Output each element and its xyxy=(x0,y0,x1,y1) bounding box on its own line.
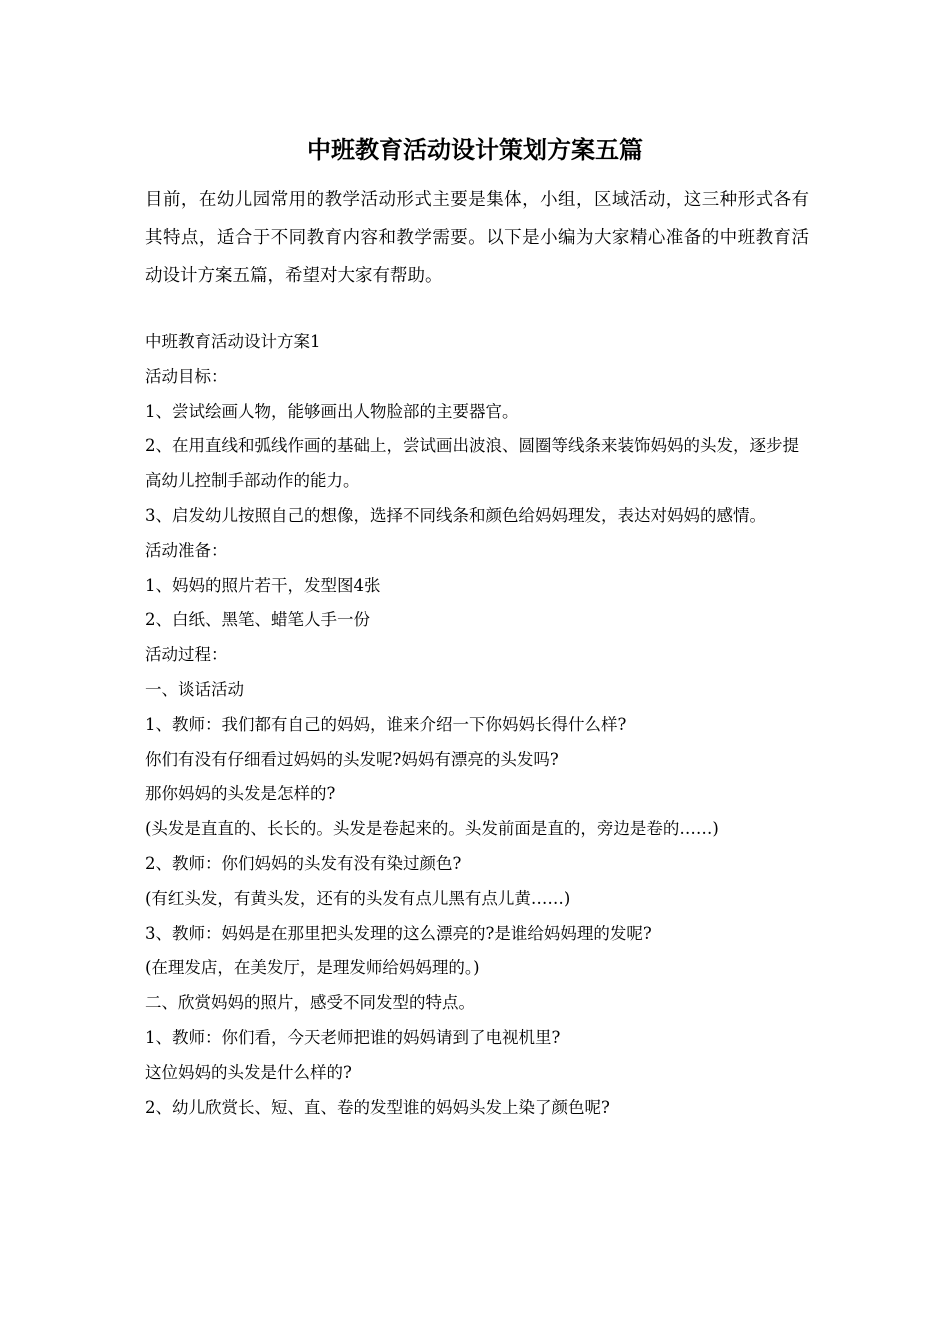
document-body xyxy=(145,325,809,1125)
body-line: 1、教师：我们都有自己的妈妈，谁来介绍一下你妈妈长得什么样? xyxy=(145,714,627,734)
body-line: 那你妈妈的头发是怎样的? xyxy=(145,784,336,804)
body-line: 你们有没有仔细看过妈妈的头发呢?妈妈有漂亮的头发吗? xyxy=(145,749,559,769)
body-line: (头发是直直的、长长的。头发是卷起来的。头发前面是直的，旁边是卷的……) xyxy=(145,819,719,839)
document-title: 中班教育活动设计策划方案五篇 xyxy=(307,135,643,164)
subheading-preparation: 活动准备： xyxy=(145,540,228,560)
body-line: 3、启发幼儿按照自己的想像，选择不同线条和颜色给妈妈理发，表达对妈妈的感情。 xyxy=(145,505,766,525)
body-line: 2、在用直线和弧线作画的基础上，尝试画出波浪、圆圈等线条来装饰妈妈的头发，逐步提高幼儿控制手部动作的能力。 xyxy=(145,436,799,491)
body-line: 2、教师：你们妈妈的头发有没有染过颜色? xyxy=(145,853,462,873)
subheading-process: 活动过程： xyxy=(145,645,228,665)
body-line: 1、教师：你们看，今天老师把谁的妈妈请到了电视机里? xyxy=(145,1027,561,1047)
body-line: 一、谈话活动 xyxy=(145,679,244,699)
body-line: 3、教师：妈妈是在那里把头发理的这么漂亮的?是谁给妈妈理的发呢? xyxy=(145,923,652,943)
body-line: 这位妈妈的头发是什么样的? xyxy=(145,1062,352,1082)
body-line: 2、白纸、黑笔、蜡笔人手一份 xyxy=(145,610,370,630)
body-line: (在理发店，在美发厅，是理发师给妈妈理的。) xyxy=(145,958,480,978)
body-line: (有红头发，有黄头发，还有的头发有点儿黑有点儿黄……) xyxy=(145,888,571,908)
body-line: 1、妈妈的照片若干，发型图4张 xyxy=(145,575,381,595)
body-line: 2、幼儿欣赏长、短、直、卷的发型谁的妈妈头发上染了颜色呢? xyxy=(145,1097,610,1117)
body-line: 1、尝试绘画人物，能够画出人物脸部的主要器官。 xyxy=(145,401,519,421)
intro-text: 目前，在幼儿园常用的教学活动形式主要是集体，小组，区域活动，这三种形式各有其特点，适合于不同教育内容和教学需要。以下是小编为大家精心准备的中班教育活动设计方案五篇，希望对大家有帮助。 xyxy=(145,190,809,286)
intro-paragraph xyxy=(145,181,809,295)
section-heading: 中班教育活动设计方案1 xyxy=(145,332,321,351)
subheading-goals: 活动目标： xyxy=(145,366,228,386)
body-line: 二、欣赏妈妈的照片，感受不同发型的特点。 xyxy=(145,993,475,1013)
